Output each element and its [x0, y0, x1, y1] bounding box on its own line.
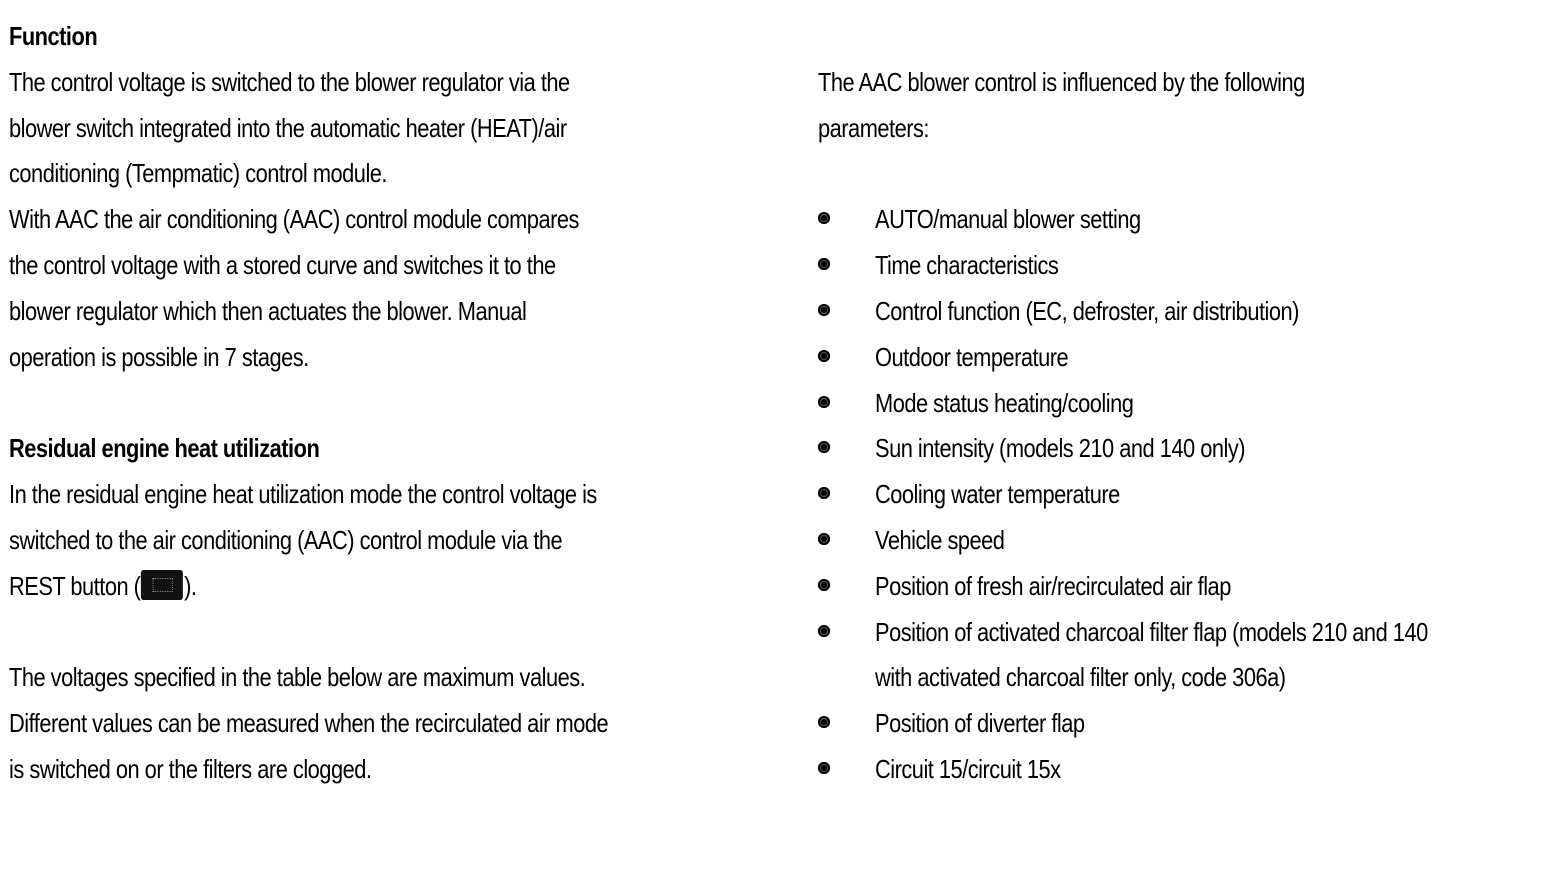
parameter-list-item — [818, 243, 1558, 289]
bullet-icon — [818, 258, 830, 270]
rest-suffix: ). — [184, 570, 197, 601]
function-line: blower regulator which then actuates the blower. Manual — [9, 295, 527, 326]
residual-line: switched to the air conditioning (AAC) control module via the — [9, 524, 563, 555]
right-column — [818, 60, 1558, 793]
function-heading: Function — [9, 21, 98, 51]
parameter-list-item — [818, 381, 1558, 427]
parameter-list-item — [818, 472, 1558, 518]
intro-line: parameters: — [818, 112, 929, 143]
parameter-list-item — [818, 747, 1558, 793]
parameter-list-item — [818, 564, 1558, 610]
bullet-icon — [818, 533, 830, 545]
function-line: With AAC the air conditioning (AAC) control module compares — [9, 204, 579, 235]
parameter-text: Position of fresh air/recirculated air flap — [875, 570, 1231, 601]
residual-heat-heading: Residual engine heat utilization — [9, 433, 320, 464]
parameter-text: Position of diverter flap — [875, 708, 1085, 739]
parameter-list-item — [818, 701, 1558, 747]
parameter-list-item — [818, 197, 1558, 243]
function-line: conditioning (Tempmatic) control module. — [9, 158, 387, 189]
bullet-icon — [818, 716, 830, 728]
parameter-text: Cooling water temperature — [875, 479, 1120, 510]
paragraph-gap — [9, 609, 739, 655]
function-line: the control voltage with a stored curve and switches it to the — [9, 249, 556, 280]
bullet-icon — [818, 762, 830, 774]
parameter-text: Time characteristics — [875, 250, 1059, 281]
intro-line: The AAC blower control is influenced by the following — [818, 67, 1305, 97]
parameter-list-item — [818, 289, 1558, 335]
rest-button-icon — [141, 570, 183, 600]
function-paragraph — [9, 60, 739, 381]
bullet-icon — [818, 579, 830, 591]
parameter-text: Control function (EC, defroster, air distribution) — [875, 295, 1299, 326]
voltage-line: Different values can be measured when the recirculated air mode — [9, 707, 609, 738]
bullet-icon — [818, 212, 830, 224]
parameter-list-item — [818, 610, 1558, 702]
bullet-icon — [818, 625, 830, 637]
parameter-text: Vehicle speed — [875, 524, 1005, 555]
parameter-list-item — [818, 426, 1558, 472]
parameter-text-continued: with activated charcoal filter only, code 306a) — [875, 662, 1286, 693]
rest-prefix: REST button ( — [9, 570, 141, 601]
parameter-text: Mode status heating/cooling — [875, 387, 1134, 418]
bullet-icon — [818, 350, 830, 362]
voltage-line: is switched on or the filters are clogged. — [9, 753, 372, 784]
parameter-list-item — [818, 335, 1558, 381]
bullet-icon — [818, 304, 830, 316]
left-column — [9, 14, 739, 793]
residual-line: In the residual engine heat utilization mode the control voltage is — [9, 478, 597, 509]
bullet-icon — [818, 441, 830, 453]
bullet-icon — [818, 396, 830, 408]
parameter-list-item — [818, 518, 1558, 564]
voltage-note-paragraph — [9, 655, 739, 792]
parameter-text: Circuit 15/circuit 15x — [875, 753, 1061, 784]
function-line: operation is possible in 7 stages. — [9, 341, 309, 372]
parameter-text: Sun intensity (models 210 and 140 only) — [875, 433, 1246, 464]
function-line: The control voltage is switched to the blower regulator via the — [9, 66, 570, 97]
parameter-text: AUTO/manual blower setting — [875, 204, 1141, 235]
function-line: blower switch integrated into the automatic heater (HEAT)/air — [9, 112, 567, 143]
paragraph-gap — [818, 152, 1558, 198]
residual-heat-paragraph — [9, 472, 739, 609]
blower-intro-paragraph — [818, 60, 1558, 152]
parameter-text: Outdoor temperature — [875, 341, 1069, 372]
voltage-line: The voltages specified in the table below are maximum values. — [9, 662, 586, 693]
rest-button-line — [9, 564, 622, 610]
paragraph-gap — [9, 380, 739, 426]
bullet-icon — [818, 487, 830, 499]
parameter-text: Position of activated charcoal filter flap (models 210 and 140 — [875, 616, 1428, 647]
parameter-list — [818, 197, 1558, 792]
